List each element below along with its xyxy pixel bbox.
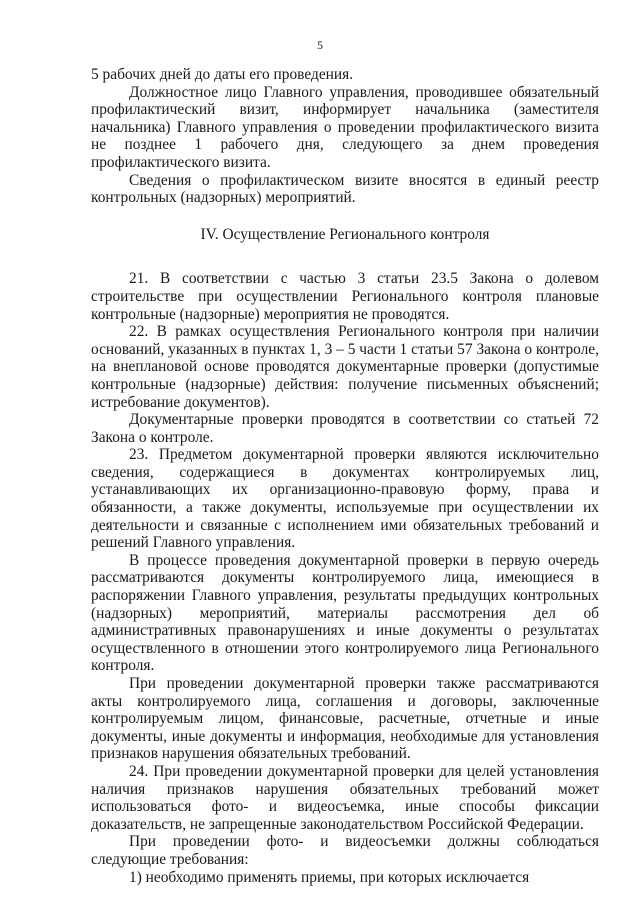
paragraph: Сведения о профилактическом визите вносятся в единый реестр контрольных (надзорных) мероприятий. <box>91 171 599 207</box>
paragraph: В процессе проведения документарной проверки в первую очередь рассматриваются документы контролируемого лица, имеющиеся в распоряжении Главного управления, результаты предыдущих контрольных (надзорных) мероприятий, материалы рассмотрения дел об административных правонарушениях и иные документы о результатах осуществленного в отношении этого контролируемого лица Регионального контроля. <box>91 551 599 675</box>
paragraph: 23. Предметом документарной проверки являются исключительно сведения, содержащиеся в документах контролируемых лиц, устанавливающих их организационно-правовую форму, права и обязанности, а также документы, используемые при осуществлении их деятельности и связанные с исполнением ими обязательных требований и решений Главного управления. <box>91 446 599 552</box>
paragraph: 22. В рамках осуществления Регионального контроля при наличии оснований, указанных в пунктах 1, 3 – 5 части 1 статьи 57 Закона о контроле, на внеплановой основе проводятся документарные проверки (допустимые контрольные (надзорные) действия: получение письменных объяснений; истребование документов). <box>91 323 599 411</box>
paragraph: 1) необходимо применять приемы, при которых исключается <box>129 868 530 886</box>
paragraph: 21. В соответствии с частью 3 статьи 23.5 Закона о долевом строительстве при осуществлении Регионального контроля плановые контрольные (надзорные) мероприятия не проводятся. <box>91 270 599 323</box>
document-body <box>91 66 599 886</box>
paragraph: 24. При проведении документарной проверки для целей установления наличия признаков нарушения обязательных требований может использоваться фото- и видеосъемка, иные способы фиксации доказательств, не запрещенные законодательством Российской Федерации. <box>91 762 599 833</box>
page-number: 5 <box>317 38 323 52</box>
paragraph: При проведении фото- и видеосъемки должны соблюдаться следующие требования: <box>91 833 599 868</box>
paragraph: 5 рабочих дней до даты его проведения. <box>91 66 354 83</box>
paragraph: Должностное лицо Главного управления, проводившее обязательный профилактический визит, информирует начальника (заместителя начальника) Главного управления о проведении профилактического визита не позднее 1 рабочего дня, следующего за днем проведения профилактического визита. <box>91 83 599 171</box>
section-heading: IV. Осуществление Регионального контроля <box>200 225 490 243</box>
paragraph: При проведении документарной проверки также рассматриваются акты контролируемого лица, соглашения и договоры, заключенные контролируемым лицом, финансовые, расчетные, отчетные и иные документы, иные документы и информация, необходимые для установления признаков нарушения обязательных требований. <box>91 675 599 763</box>
paragraph: Документарные проверки проводятся в соответствии со статьей 72 Закона о контроле. <box>91 411 599 446</box>
